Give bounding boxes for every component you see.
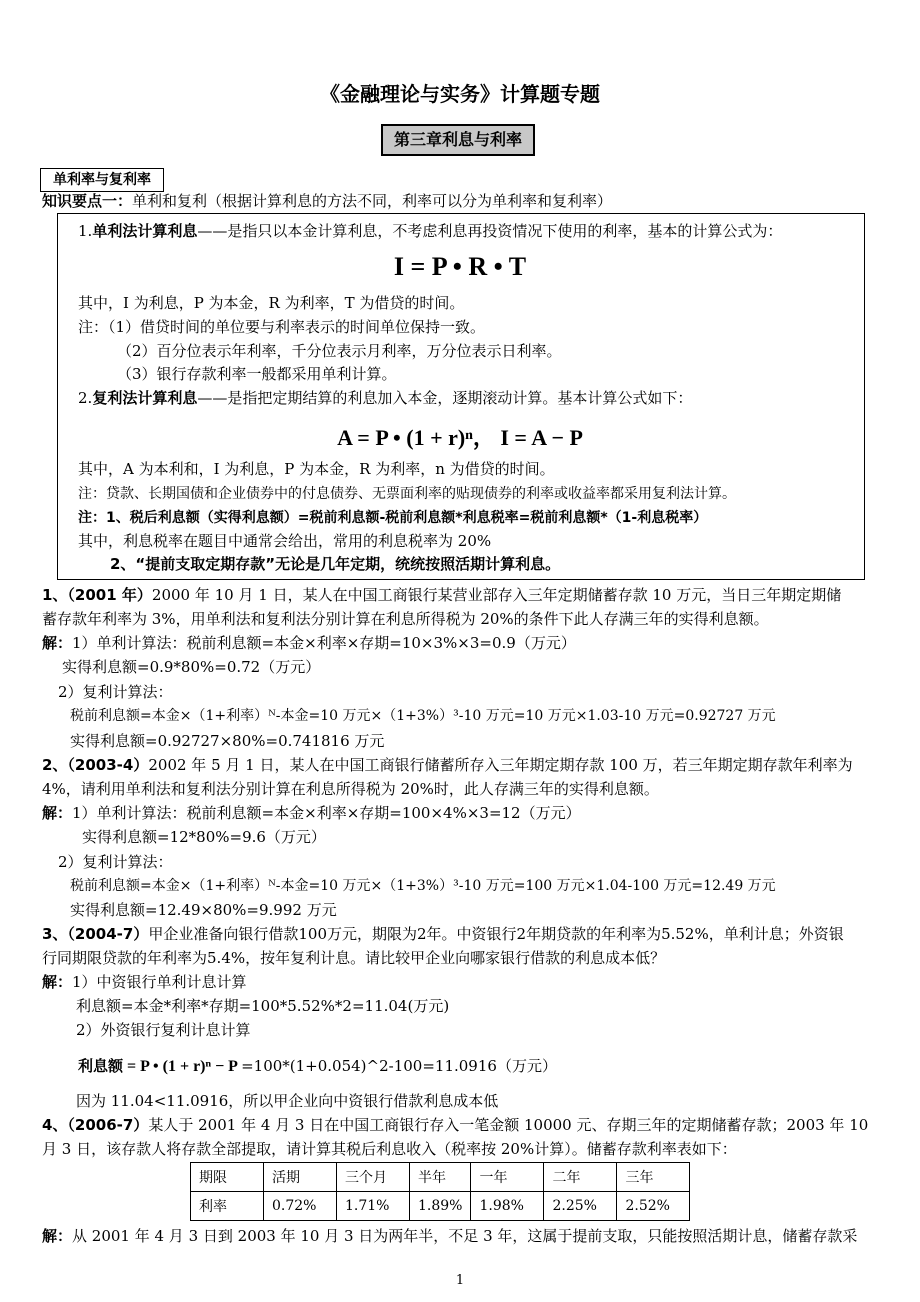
q3-compound-formula — [78, 1055, 557, 1076]
table-cell: 二年 — [544, 1163, 617, 1192]
knowledge-text: 单利和复利（根据计算利息的方法不同，利率可以分为单利率和复利率） — [132, 192, 613, 210]
document-title: 《金融理论与实务》计算题专题 — [320, 82, 600, 106]
q4-s1: 从 2001 年 4 月 3 日到 2003 年 10 月 3 日为两年半，不足 3 年，这属于提前支取，只能按照活期计息，储蓄存款采 — [72, 1227, 858, 1245]
table-cell: 2.52% — [617, 1192, 690, 1221]
compound-interest-formula: A = P • (1 + r)ⁿ， I = A − P — [337, 425, 583, 450]
q2-line2: 4%，请利用单利法和复利法分别计算在利息所得税为 20%时，此人存满三年的实得利息额。 — [42, 780, 659, 798]
q3-solution-label: 解： — [42, 973, 73, 991]
table-cell: 1.71% — [337, 1192, 410, 1221]
knowledge-label: 知识要点一： — [42, 192, 133, 210]
q3-line1 — [42, 924, 844, 944]
q3-s5: 因为 11.04<11.0916，所以甲企业向中资银行借款利息成本低 — [76, 1092, 499, 1110]
q3-formula-value: =100*(1+0.054)^2-100=11.0916（万元） — [241, 1057, 557, 1075]
q3-s3: 2）外资银行复利计息计算 — [76, 1021, 251, 1039]
compound-text: ——是指把定期结算的利息加入本金，逐期滚动计算。基本计算公式如下： — [197, 389, 693, 407]
q1-solution-1 — [42, 633, 576, 653]
q4-text: 某人于 2001 年 4 月 3 日在中国工商银行存入一笔金额 10000 元、存期三年的定期储蓄存款；2003 年 10 — [148, 1116, 869, 1134]
simple-where: 其中，I 为利息，P 为本金，R 为利率，T 为借贷的时间。 — [78, 294, 465, 312]
q2-s5: 实得利息额=12.49×80%=9.992 万元 — [70, 901, 337, 919]
table-cell: 1.98% — [471, 1192, 544, 1221]
simple-interest-definition — [78, 221, 782, 241]
q3-line2: 行同期限贷款的年利率为5.4%，按年复利计息。请比较甲企业向哪家银行借款的利息成本低？ — [42, 949, 666, 967]
q4-line2: 月 3 日，该存款人将存款全部提取，请计算其税后利息收入（税率按 20%计算）。储蓄存款利率表如下： — [42, 1140, 737, 1158]
table-header-row — [191, 1163, 690, 1192]
q3-solution-1 — [42, 972, 247, 992]
compound-heading: 复利法计算利息 — [92, 389, 198, 407]
compound-note: 注：贷款、长期国债和企业债券中的付息债券、无票面利率的贴现债券的利率或收益率都采用复利法计算。 — [78, 486, 736, 502]
table-row — [191, 1192, 690, 1221]
q2-label: 2、（2003-4） — [42, 756, 149, 774]
q4-line1 — [42, 1115, 868, 1135]
table-cell: 期限 — [191, 1163, 264, 1192]
page-number: 1 — [455, 1273, 465, 1288]
q2-s3: 2）复利计算法： — [58, 853, 173, 871]
q2-s4: 税前利息额=本金×（1+利率）ᴺ-本金=10 万元×（1+3%）³-10 万元=100 万元×1.04-100 万元=12.49 万元 — [70, 878, 776, 894]
deposit-rate-table — [190, 1162, 690, 1221]
simple-text: ——是指只以本金计算利息，不考虑利息再投资情况下使用的利率，基本的计算公式为： — [197, 222, 783, 240]
q4-solution-1 — [42, 1226, 857, 1246]
q4-solution-label: 解： — [42, 1227, 73, 1245]
compound-where: 其中，A 为本利和，I 为利息，P 为本金，R 为利率，n 为借贷的时间。 — [78, 460, 555, 478]
q1-s4: 税前利息额=本金×（1+利率）ᴺ-本金=10 万元×（1+3%）³-10 万元=10 万元×1.03-10 万元=0.92727 万元 — [70, 708, 776, 724]
early-withdrawal-note: 2、“提前支取定期存款”无论是几年定期，统统按照活期计算利息。 — [110, 555, 561, 573]
q3-label: 3、（2004-7） — [42, 925, 149, 943]
q3-formula: = P • (1 + r)ⁿ − P — [123, 1058, 242, 1075]
q1-s2: 实得利息额=0.9*80%=0.72（万元） — [62, 658, 321, 676]
q2-s1: 1）单利计算法：税前利息额=本金×利率×存期=100×4%×3=12（万元） — [72, 804, 581, 822]
q4-label: 4、（2006-7） — [42, 1116, 149, 1134]
q3-formula-label: 利息额 — [78, 1057, 124, 1075]
q2-solution-label: 解： — [42, 804, 73, 822]
q3-s1: 1）中资银行单利计息计算 — [72, 973, 247, 991]
q3-s2: 利息额=本金*利率*存期=100*5.52%*2=11.04(万元) — [76, 997, 450, 1015]
table-cell: 利率 — [191, 1192, 264, 1221]
table-cell: 一年 — [471, 1163, 544, 1192]
table-cell: 半年 — [410, 1163, 471, 1192]
table-cell: 2.25% — [544, 1192, 617, 1221]
q3-text: 甲企业准备向银行借款100万元，期限为2年。中资银行2年期贷款的年利率为5.52%，单利计息；外资银 — [148, 925, 844, 943]
q2-line1 — [42, 755, 853, 775]
table-cell: 三个月 — [337, 1163, 410, 1192]
table-cell: 1.89% — [410, 1192, 471, 1221]
q2-s2: 实得利息额=12*80%=9.6（万元） — [82, 828, 326, 846]
q2-text: 2002 年 5 月 1 日，某人在中国工商银行储蓄所存入三年期定期存款 100 万，若三年期定期存款年利率为 — [148, 756, 853, 774]
q1-s5: 实得利息额=0.92727×80%=0.741816 万元 — [70, 732, 385, 750]
q1-s1: 1）单利计算法：税前利息额=本金×利率×存期=10×3%×3=0.9（万元） — [72, 634, 576, 652]
table-cell: 0.72% — [264, 1192, 337, 1221]
q1-line2: 蓄存款年利率为 3%，用单利法和复利法分别计算在利息所得税为 20%的条件下此人存满三年的实得利息额。 — [42, 610, 769, 628]
tax-note: 注：1、税后利息额（实得利息额）=税前利息额-税前利息额*利息税率=税前利息额*（1-利息税率） — [78, 510, 708, 526]
q1-s3: 2）复利计算法： — [58, 683, 173, 701]
knowledge-point — [42, 191, 612, 211]
chapter-title: 第三章利息与利率 — [381, 124, 535, 156]
table-cell: 活期 — [264, 1163, 337, 1192]
q1-solution-label: 解： — [42, 634, 73, 652]
note-3: （3）银行存款利率一般都采用单利计算。 — [117, 365, 397, 383]
simple-interest-formula: I = P • R • T — [393, 252, 527, 281]
tax-rate-note: 其中，利息税率在题目中通常会给出，常用的利息税率为 20% — [78, 532, 492, 550]
q1-label: 1、（2001 年） — [42, 586, 152, 604]
q2-solution-1 — [42, 803, 581, 823]
section-title: 单利率与复利率 — [40, 168, 164, 192]
simple-heading: 单利法计算利息 — [92, 222, 198, 240]
note-2: （2）百分位表示年利率，千分位表示月利率，万分位表示日利率。 — [117, 342, 562, 360]
table-cell: 三年 — [617, 1163, 690, 1192]
simple-prefix: 1. — [78, 222, 93, 240]
compound-interest-definition — [78, 388, 692, 408]
note-1: 注：（1）借贷时间的单位要与利率表示的时间单位保持一致。 — [78, 318, 486, 336]
compound-prefix: 2. — [78, 389, 93, 407]
q1-line1 — [42, 585, 841, 605]
q1-text: 2000 年 10 月 1 日，某人在中国工商银行某营业部存入三年定期储蓄存款 10 万元，当日三年期定期储 — [151, 586, 842, 604]
